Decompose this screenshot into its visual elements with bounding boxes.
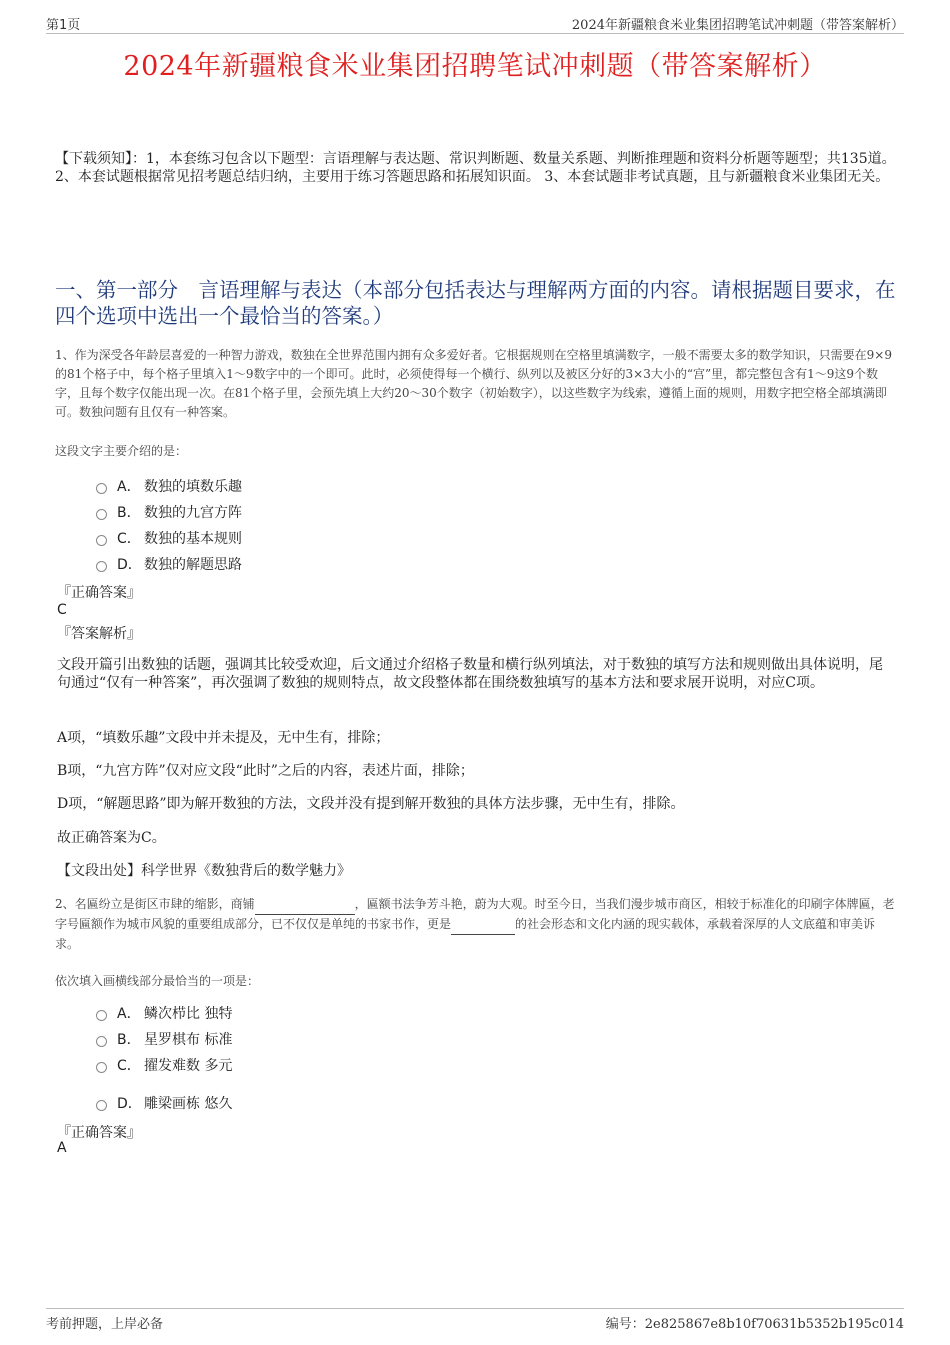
q2-option-a[interactable]: A． 鳞次栉比 独特: [96, 1000, 232, 1026]
header-divider: [46, 33, 904, 34]
document-title: 2024年新疆粮食米业集团招聘笔试冲刺题（带答案解析）: [123, 51, 827, 82]
radio-icon[interactable]: [96, 483, 107, 494]
radio-icon[interactable]: [96, 1010, 107, 1021]
radio-icon[interactable]: [96, 1062, 107, 1073]
q1-option-c[interactable]: C． 数独的基本规则: [96, 525, 242, 551]
q2-option-d[interactable]: D． 雕梁画栋 悠久: [96, 1090, 232, 1116]
footer-divider: [46, 1308, 904, 1309]
footer-doc-id: 编号：2e825867e8b10f70631b5352b195c014: [605, 1317, 904, 1332]
blank-line-1: [255, 895, 355, 915]
q1-analysis-line-d: D项，“解题思路”即为解开数独的方法，文段并没有提到解开数独的具体方法步骤，无中生有，排除。: [57, 796, 685, 812]
radio-icon[interactable]: [96, 509, 107, 520]
q1-analysis-line-a: A项，“填数乐趣”文段中并未提及，无中生有，排除；: [57, 730, 390, 746]
q2-option-c[interactable]: C． 擢发难数 多元: [96, 1052, 232, 1078]
radio-icon[interactable]: [96, 561, 107, 572]
q1-option-a[interactable]: A． 数独的填数乐趣: [96, 473, 242, 499]
running-header-title: 2024年新疆粮食米业集团招聘笔试冲刺题（带答案解析）: [571, 18, 904, 33]
radio-icon[interactable]: [96, 1100, 107, 1111]
q1-answer-label: 『正确答案』: [57, 585, 141, 601]
radio-icon[interactable]: [96, 1036, 107, 1047]
q2-options: [96, 1000, 232, 1116]
q2-passage: 2、名匾纷立是街区市肆的缩影，商铺 ，匾额书法争芳斗艳，蔚为大观。时至今日，当我们漫步城市商区，相较于标准化的印刷字体牌匾，老字号匾额作为城市风貌的重要组成部分，已不仅仅是单纯的书家书作，更是 的社会形态和文化内涵的现实载体，承载着深厚的人文底蕴和审美诉求。: [55, 897, 895, 951]
q1-source: 【文段出处】科学世界《数独背后的数学魅力》: [57, 863, 351, 879]
blank-line-2: [451, 915, 515, 935]
q1-passage: 1、作为深受各年龄层喜爱的一种智力游戏，数独在全世界范围内拥有众多爱好者。它根据规则在空格里填满数字，一般不需要太多的数学知识，只需要在9×9的81个格子中，每个格子里填入1～9数字中的一个即可。此时，必须使得每一个横行、纵列以及被区分好的3×3大小的“宫”里，都完整包含有1～9这9个数字，且每个数字仅能出现一次。在81个格子里，会预先填上大约20～30个数字（初始数字），以这些数字为线索，遵循上面的规则，用数字把空格全部填满即可。数独问题有且仅有一种答案。: [55, 348, 892, 419]
q1-prompt: 这段文字主要介绍的是：: [55, 444, 188, 458]
download-notice: 【下载须知】：1，本套练习包含以下题型：言语理解与表达题、常识判断题、数量关系题、判断推理题和资料分析题等题型；共135道。 2、本套试题根据常见招考题总结归纳，主要用于练习答题思路和拓展知识面。 3、本套试题非考试真题，且与新疆粮食米业集团无关。: [55, 151, 896, 185]
q1-option-b[interactable]: B． 数独的九宫方阵: [96, 499, 242, 525]
section-heading: 一、第一部分 言语理解与表达（本部分包括表达与理解两方面的内容。请根据题目要求，在四个选项中选出一个最恰当的答案。）: [55, 278, 896, 328]
footer-slogan: 考前押题，上岸必备: [46, 1317, 164, 1332]
page-number: 第1页: [46, 18, 81, 33]
q2-prompt: 依次填入画横线部分最恰当的一项是：: [55, 974, 260, 988]
q2-answer: A: [57, 1140, 67, 1156]
q1-option-d[interactable]: D． 数独的解题思路: [96, 551, 242, 577]
q1-options: [96, 473, 242, 577]
radio-icon[interactable]: [96, 535, 107, 546]
q1-answer: C: [57, 602, 67, 618]
q1-analysis: 文段开篇引出数独的话题，强调其比较受欢迎，后文通过介绍格子数量和横行纵列填法，对于数独的填写方法和规则做出具体说明，尾句通过“仅有一种答案”，再次强调了数独的规则特点，故文段整体都在围绕数独填写的基本方法和要求展开说明，对应C项。: [57, 657, 883, 691]
q1-analysis-label: 『答案解析』: [57, 626, 141, 642]
q1-analysis-line-b: B项，“九宫方阵”仅对应文段“此时”之后的内容，表述片面，排除；: [57, 763, 474, 779]
q2-answer-label: 『正确答案』: [57, 1125, 141, 1141]
q1-conclusion: 故正确答案为C。: [57, 830, 166, 846]
q2-option-b[interactable]: B． 星罗棋布 标准: [96, 1026, 232, 1052]
